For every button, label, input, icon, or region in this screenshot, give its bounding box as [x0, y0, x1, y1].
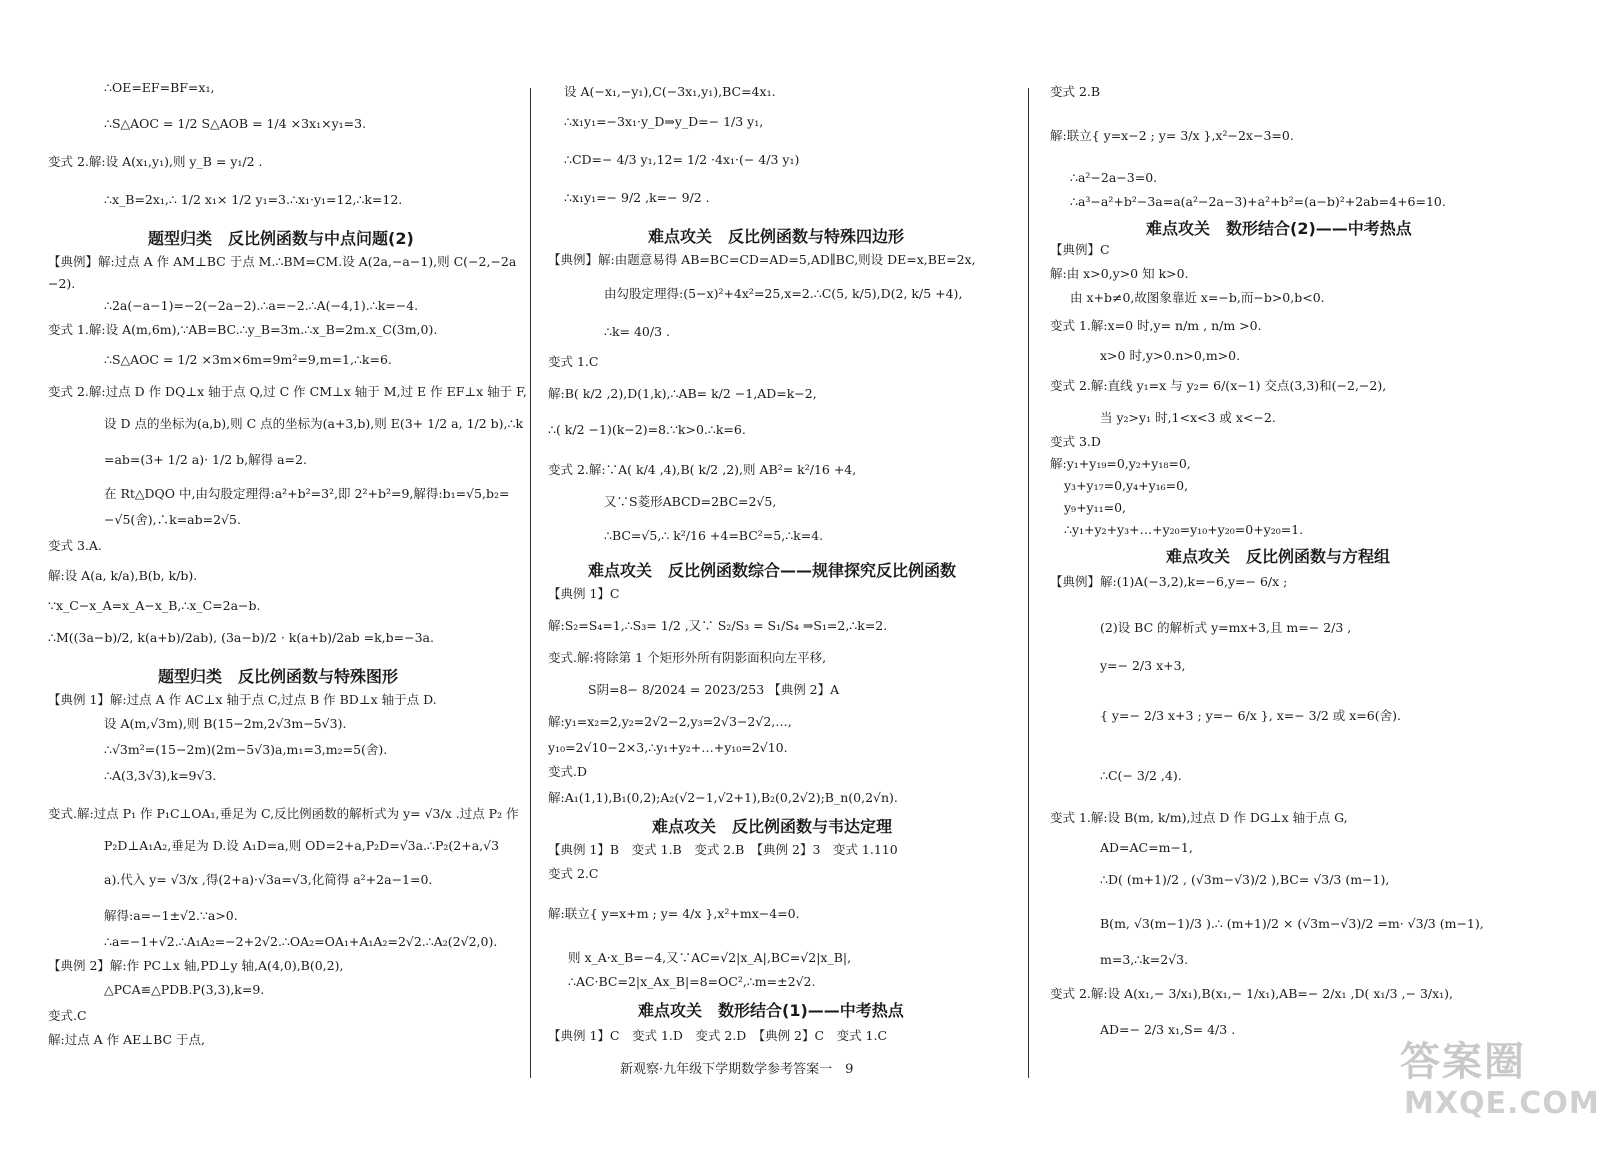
text-line: =ab=(3+ 1/2 a)· 1/2 b,解得 a=2. — [104, 452, 307, 467]
text-line: 变式 2.C — [548, 866, 599, 881]
text-line: 【典例】解:(1)A(−3,2),k=−6,y=− 6/x ; — [1050, 574, 1288, 589]
text-line: ∴AC·BC=2|x_Ax_B|=8=OC²,∴m=±2√2. — [568, 974, 816, 989]
text-line: 解:由 x>0,y>0 知 k>0. — [1050, 266, 1189, 281]
watermark-logo: 答案圈 — [1400, 1039, 1526, 1085]
text-line: 变式.C — [48, 1008, 87, 1023]
text-line: 【典例】解:过点 A 作 AM⊥BC 于点 M.∴BM=CM.设 A(2a,−a−1),则 C(−2,−2a — [48, 254, 517, 269]
text-line: 变式 2.B — [1050, 84, 1101, 99]
text-line: ∴√3m²=(15−2m)(2m−5√3)a,m₁=3,m₂=5(舍). — [104, 742, 388, 757]
text-line: 变式 1.解:x=0 时,y= n/m , n/m >0. — [1050, 318, 1262, 333]
text-line: 解:A₁(1,1),B₁(0,2);A₂(√2−1,√2+1),B₂(0,2√2);B_n(0,2√n). — [548, 790, 898, 805]
text-line: 当 y₂>y₁ 时,1<x<3 或 x<−2. — [1100, 410, 1276, 425]
text-line: ∴OE=EF=BF=x₁, — [104, 80, 215, 95]
text-line: 变式 2.解:设 A(x₁,y₁),则 y_B = y₁/2 . — [48, 154, 263, 169]
text-line: 【典例 1】解:过点 A 作 AC⊥x 轴于点 C,过点 B 作 BD⊥x 轴于点 D. — [48, 692, 437, 707]
page-footer: 新观察·九年级下学期数学参考答案一 9 — [620, 1062, 854, 1077]
text-line: 解:S₂=S₄=1,∴S₃= 1/2 ,又∵ S₂/S₃ = S₁/S₄ ⇒S₁=2,∴k=2. — [548, 618, 888, 633]
text-line: 【典例 1】C 变式 1.D 变式 2.D 【典例 2】C 变式 1.C — [548, 1028, 888, 1043]
text-line: 变式 2.解:∵A( k/4 ,4),B( k/2 ,2),则 AB²= k²/16 +4, — [548, 462, 857, 477]
text-line: 解:过点 A 作 AE⊥BC 于点, — [48, 1032, 205, 1047]
text-line: 解:y₁+y₁₉=0,y₂+y₁₈=0, — [1050, 456, 1191, 471]
text-line: ∴S△AOC = 1/2 S△AOB = 1/4 ×3x₁×y₁=3. — [104, 116, 367, 131]
text-line: AD=− 2/3 x₁,S= 4/3 . — [1100, 1022, 1236, 1037]
section-heading: 题型归类 反比例函数与特殊图形 — [158, 667, 399, 686]
column-divider — [530, 88, 531, 1078]
section-heading: 难点攻关 反比例函数与方程组 — [1166, 547, 1391, 566]
text-line: x>0 时,y>0.n>0,m>0. — [1100, 348, 1241, 363]
text-line: 设 A(−x₁,−y₁),C(−3x₁,y₁),BC=4x₁. — [564, 84, 776, 99]
text-line: 解:B( k/2 ,2),D(1,k),∴AB= k/2 −1,AD=k−2, — [548, 386, 817, 401]
text-line: 变式 1.解:设 B(m, k/m),过点 D 作 DG⊥x 轴于点 G, — [1050, 810, 1348, 825]
text-line: 则 x_A·x_B=−4,又∵AC=√2|x_A|,BC=√2|x_B|, — [568, 950, 852, 965]
text-line: 变式 3.A. — [48, 538, 102, 553]
text-line: ∵x_C−x_A=x_A−x_B,∴x_C=2a−b. — [48, 598, 261, 613]
section-heading: 难点攻关 反比例函数综合——规律探究反比例函数 — [588, 561, 957, 580]
text-line: −√5(舍),∴k=ab=2√5. — [104, 512, 241, 527]
text-line: ∴S△AOC = 1/2 ×3m×6m=9m²=9,m=1,∴k=6. — [104, 352, 392, 367]
text-line: m=3,∴k=2√3. — [1100, 952, 1189, 967]
text-line: ∴CD=− 4/3 y₁,12= 1/2 ·4x₁·(− 4/3 y₁) — [564, 152, 800, 167]
text-line: 变式 3.D — [1050, 434, 1101, 449]
section-heading: 题型归类 反比例函数与中点问题(2) — [148, 229, 414, 248]
text-line: 由 x+b≠0,故图象靠近 x=−b,而−b>0,b<0. — [1070, 290, 1325, 305]
text-line: S阴=8− 8/2024 = 2023/253 【典例 2】A — [588, 682, 840, 697]
text-line: 变式.解:过点 P₁ 作 P₁C⊥OA₁,垂足为 C,反比例函数的解析式为 y= √3/x .过点 P₂ 作 — [48, 806, 519, 821]
section-heading: 难点攻关 反比例函数与韦达定理 — [652, 817, 893, 836]
text-line: 变式 2.解:过点 D 作 DQ⊥x 轴于点 Q,过 C 作 CM⊥x 轴于 M,过 E 作 EF⊥x 轴于 F, — [48, 384, 527, 399]
text-line: 【典例 2】解:作 PC⊥x 轴,PD⊥y 轴,A(4,0),B(0,2), — [48, 958, 344, 973]
text-line: 变式.解:将除第 1 个矩形外所有阴影面积向左平移, — [548, 650, 827, 665]
text-line: 解:y₁=x₂=2,y₂=2√2−2,y₃=2√3−2√2,…, — [548, 714, 792, 729]
text-line: ∴a³−a²+b²−3a=a(a²−2a−3)+a²+b²=(a−b)²+2ab=4+6=10. — [1070, 194, 1446, 209]
text-line: 解得:a=−1±√2.∵a>0. — [104, 908, 238, 923]
text-line: AD=AC=m−1, — [1100, 840, 1193, 855]
text-line: { y=− 2/3 x+3 ; y=− 6/x }, x=− 3/2 或 x=6(舍). — [1100, 708, 1401, 723]
text-line: ∴2a(−a−1)=−2(−2a−2).∴a=−2.∴A(−4,1).∴k=−4. — [104, 298, 419, 313]
text-line: 【典例 1】B 变式 1.B 变式 2.B 【典例 2】3 变式 1.110 — [548, 842, 898, 857]
text-line: ∴y₁+y₂+y₃+…+y₂₀=y₁₀+y₂₀=0+y₂₀=1. — [1064, 522, 1304, 537]
text-line: ∴a=−1+√2.∴A₁A₂=−2+2√2.∴OA₂=OA₁+A₁A₂=2√2.∴A₂(2√2,0). — [104, 934, 498, 949]
section-heading: 难点攻关 数形结合(1)——中考热点 — [638, 1001, 904, 1020]
text-line: 设 D 点的坐标为(a,b),则 C 点的坐标为(a+3,b),则 E(3+ 1/2 a, 1/2 b),∴k — [104, 416, 524, 431]
text-line: 【典例】解:由题意易得 AB=BC=CD=AD=5,AD∥BC,则设 DE=x,BE=2x, — [548, 252, 976, 267]
watermark-url: MXQE.COM — [1404, 1086, 1600, 1121]
text-line: 变式 2.解:设 A(x₁,− 3/x₁),B(x₁,− 1/x₁),AB=− 2/x₁ ,D( x₁/3 ,− 3/x₁), — [1050, 986, 1454, 1001]
text-line: ∴D( (m+1)/2 , (√3m−√3)/2 ),BC= √3/3 (m−1), — [1100, 872, 1390, 887]
column-divider — [1028, 88, 1029, 1078]
text-line: ∴a²−2a−3=0. — [1070, 170, 1158, 185]
section-heading: 难点攻关 数形结合(2)——中考热点 — [1146, 219, 1412, 238]
text-line: ∴x_B=2x₁,∴ 1/2 x₁× 1/2 y₁=3.∴x₁·y₁=12,∴k=12. — [104, 192, 403, 207]
text-line: 设 A(m,√3m),则 B(15−2m,2√3m−5√3). — [104, 716, 347, 731]
text-line: P₂D⊥A₁A₂,垂足为 D.设 A₁D=a,则 OD=2+a,P₂D=√3a.∴P₂(2+a,√3 — [104, 838, 500, 853]
text-line: ∴C(− 3/2 ,4). — [1100, 768, 1182, 783]
text-line: 在 Rt△DQO 中,由勾股定理得:a²+b²=3²,即 2²+b²=9,解得:b₁=√5,b₂= — [104, 486, 510, 501]
text-line: ∴x₁y₁=− 9/2 ,k=− 9/2 . — [564, 190, 710, 205]
section-heading: 难点攻关 反比例函数与特殊四边形 — [648, 227, 905, 246]
text-line: 变式 1.解:设 A(m,6m),∵AB=BC.∴y_B=3m.∴x_B=2m.x_C(3m,0). — [48, 322, 438, 337]
text-line: y₃+y₁₇=0,y₄+y₁₆=0, — [1064, 478, 1189, 493]
text-line: 变式 1.C — [548, 354, 599, 369]
text-line: 变式.D — [548, 764, 587, 779]
text-line: ∴M((3a−b)/2, k(a+b)/2ab), (3a−b)/2 · k(a+b)/2ab =k,b=−3a. — [48, 630, 434, 645]
text-line: △PCA≌△PDB.P(3,3),k=9. — [104, 982, 265, 997]
text-line: ∴A(3,3√3),k=9√3. — [104, 768, 217, 783]
text-line: 解:设 A(a, k/a),B(b, k/b). — [48, 568, 198, 583]
text-line: (2)设 BC 的解析式 y=mx+3,且 m=− 2/3 , — [1100, 620, 1352, 635]
text-line: ∴k= 40/3 . — [604, 324, 670, 339]
text-line: B(m, √3(m−1)/3 ).∴ (m+1)/2 × (√3m−√3)/2 =m· √3/3 (m−1), — [1100, 916, 1484, 931]
watermark — [1400, 1030, 1600, 1150]
text-line: y₉+y₁₁=0, — [1064, 500, 1127, 515]
text-line: y=− 2/3 x+3, — [1100, 658, 1186, 673]
text-line: 【典例 1】C — [548, 586, 620, 601]
text-line: −2). — [48, 276, 76, 291]
text-line: 变式 2.解:直线 y₁=x 与 y₂= 6/(x−1) 交点(3,3)和(−2,−2), — [1050, 378, 1387, 393]
text-line: 解:联立{ y=x−2 ; y= 3/x },x²−2x−3=0. — [1050, 128, 1294, 143]
text-line: ∴x₁y₁=−3x₁·y_D⇒y_D=− 1/3 y₁, — [564, 114, 764, 129]
text-line: ∴BC=√5,∴ k²/16 +4=BC²=5,∴k=4. — [604, 528, 824, 543]
text-line: 由勾股定理得:(5−x)²+4x²=25,x=2.∴C(5, k/5),D(2, k/5 +4), — [604, 286, 963, 301]
text-line: 【典例】C — [1050, 242, 1110, 257]
text-line: 解:联立{ y=x+m ; y= 4/x },x²+mx−4=0. — [548, 906, 800, 921]
text-line: y₁₀=2√10−2×3,∴y₁+y₂+…+y₁₀=2√10. — [548, 740, 788, 755]
text-line: ∴( k/2 −1)(k−2)=8.∵k>0.∴k=6. — [548, 422, 746, 437]
text-line: a).代入 y= √3/x ,得(2+a)·√3a=√3,化简得 a²+2a−1=0. — [104, 872, 433, 887]
text-line: 又∵S菱形ABCD=2BC=2√5, — [604, 494, 777, 509]
